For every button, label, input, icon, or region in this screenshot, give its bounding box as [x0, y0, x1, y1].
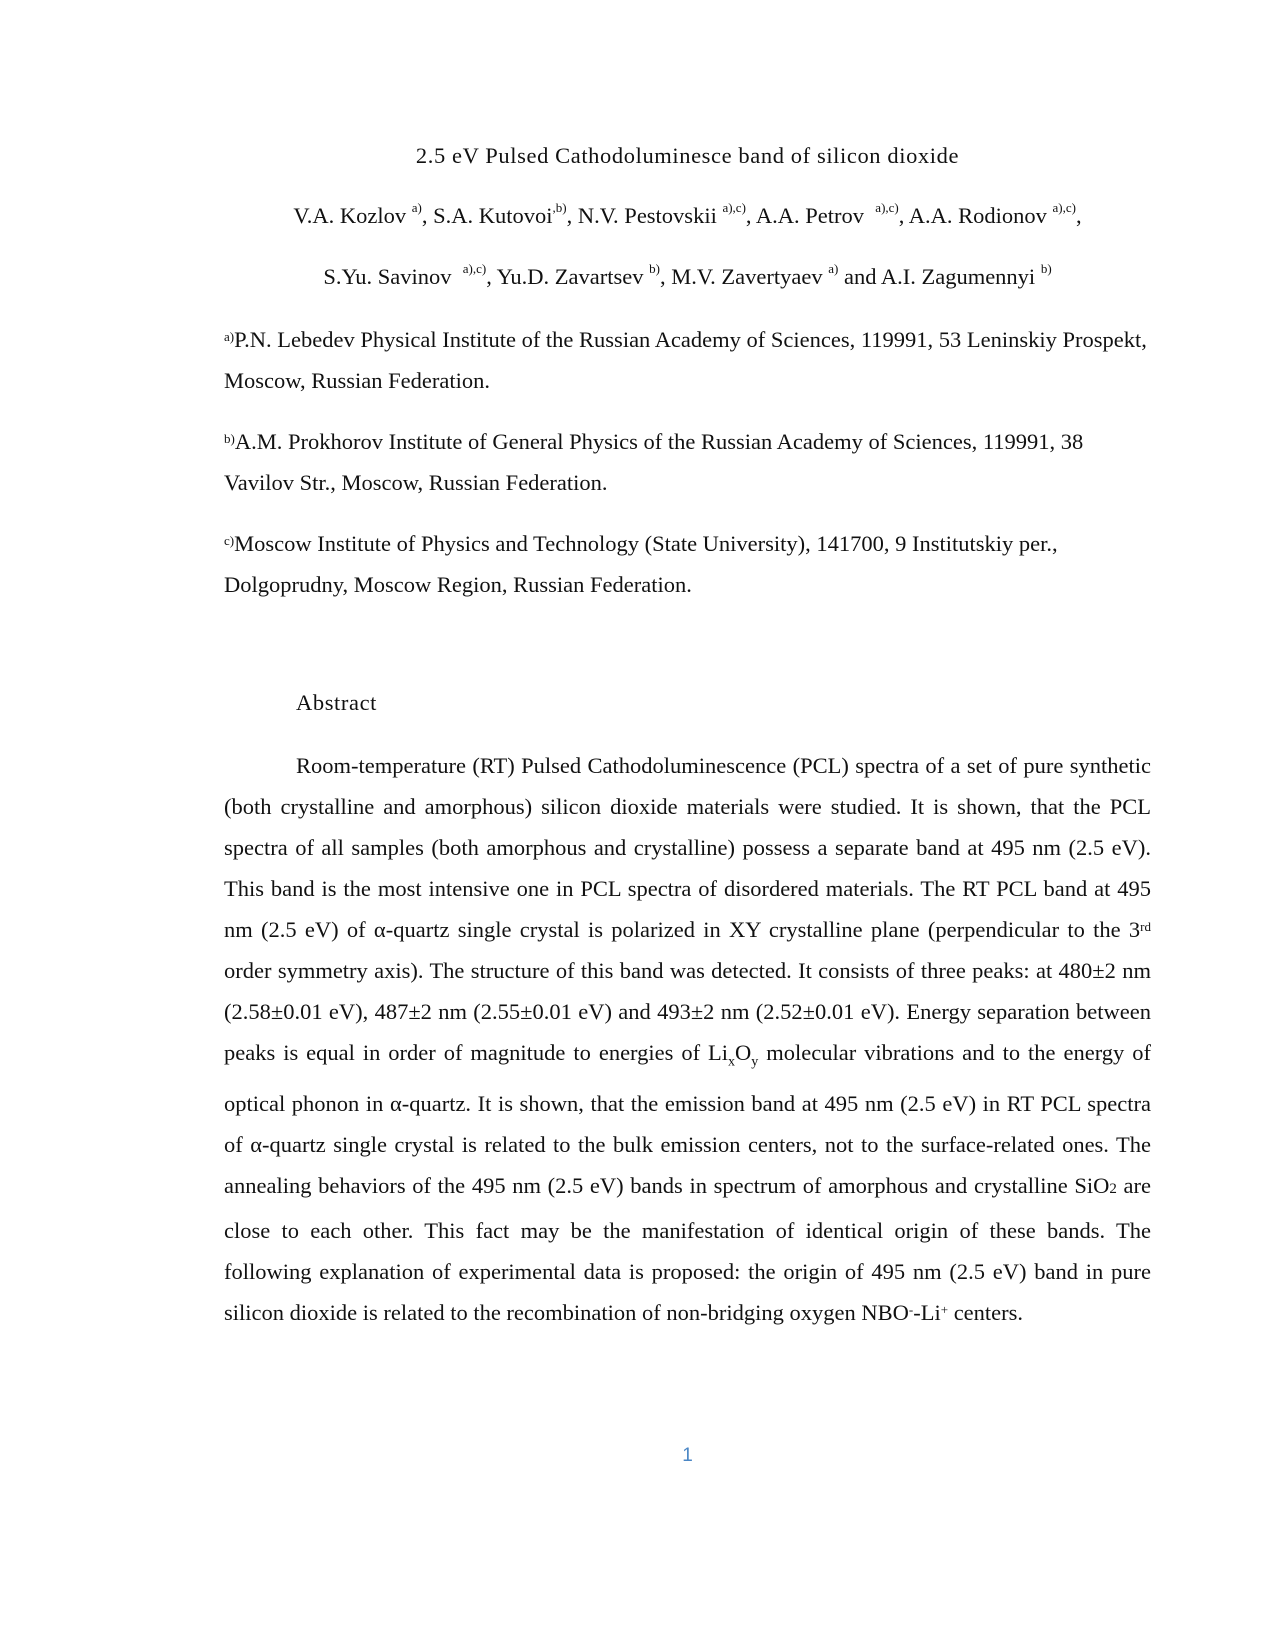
author-name: Yu.D. Zavartsev — [496, 264, 650, 289]
page-number: 1 — [682, 1445, 693, 1466]
author-separator: , — [659, 264, 672, 289]
author-separator: , — [566, 203, 578, 228]
abstract-text: centers. — [948, 1299, 1024, 1325]
author-affiliation-marker: a),c) — [722, 200, 746, 215]
author-name: M.V. Zavertyaev — [671, 264, 829, 289]
author-affiliation-marker: a) — [411, 200, 422, 215]
abstract-text: molecular vibrations and to the energy of optical phonon in α-quartz. It is shown, that the emission band at 495 nm (2.5 eV) in RT PCL spectra of α-quartz single crystal is related to the bulk emission centers, not to the surface-related ones. The annealing behaviors of the 495 nm (2.5 eV) bands in spectrum of amorphous and crystalline SiO — [224, 1040, 1151, 1198]
affiliation-text: P.N. Lebedev Physical Institute of the Russian Academy of Sciences, 119991, 53 Leninskiy Prospekt, Moscow, Russian Federation. — [224, 327, 1147, 393]
author-separator: , — [898, 203, 909, 228]
abstract-text: -Li — [913, 1299, 941, 1325]
author-affiliation-marker: b) — [649, 261, 660, 276]
author-name: A.A. Rodionov — [908, 203, 1053, 228]
author-affiliation-marker: a),c) — [875, 200, 899, 215]
author-name: A.I. Zagumennyi — [880, 264, 1041, 289]
abstract-text: order symmetry axis). The structure of this band was detected. It consists of three peaks: at 480±2 nm (2.58±0.01 eV), 487±2 nm (2.55±0.01 eV) and 493±2 nm (2.52±0.01 eV). Energy separation between peaks is equal in order of magnitude to energies of Li — [224, 958, 1151, 1065]
author-affiliation-marker: a) — [828, 261, 839, 276]
abstract-heading: Abstract — [296, 690, 378, 715]
subscript: 2 — [1109, 1180, 1117, 1197]
affiliation-text: Moscow Institute of Physics and Technology (State University), 141700, 9 Institutskiy per., Dolgoprudny, Moscow Region, Russian Federation. — [224, 531, 1058, 597]
author-list-line-2 — [0, 261, 1275, 290]
author-name: S.A. Kutovoi — [433, 203, 553, 228]
abstract-text: are close to each other. This fact may be the manifestation of identical origin of these bands. The following explanation of experimental data is proposed: the origin of 495 nm (2.5 eV) band in pure silicon dioxide is related to the recombination of non-bridging oxygen NBO — [224, 1172, 1151, 1325]
author-separator: , — [421, 203, 434, 228]
author-name: S.Yu. Savinov — [323, 264, 463, 289]
abstract-text: O — [735, 1040, 752, 1065]
author-affiliation-marker: ,b) — [552, 200, 567, 215]
superscript: - — [908, 1301, 914, 1317]
affiliation-marker: a) — [224, 329, 235, 344]
author-separator: , — [486, 264, 497, 289]
author-affiliation-marker: a),c) — [462, 261, 487, 276]
subscript: x — [728, 1054, 736, 1070]
affiliation-a — [224, 319, 1151, 401]
affiliation-b — [224, 421, 1151, 503]
author-separator: , — [1075, 203, 1082, 228]
subscript: y — [751, 1054, 759, 1070]
affiliation-marker: c) — [224, 533, 235, 548]
author-list-line-1 — [0, 200, 1275, 229]
affiliation-marker: b) — [224, 431, 235, 446]
author-name: N.V. Pestovskii — [577, 203, 723, 228]
paper-title: 2.5 eV Pulsed Cathodoluminesce band of silicon dioxide — [415, 143, 960, 168]
author-affiliation-marker: b) — [1040, 261, 1052, 276]
abstract-text: Room-temperature (RT) Pulsed Cathodoluminescence (PCL) spectra of a set of pure synthetic (both crystalline and amorphous) silicon dioxide materials were studied. It is shown, that the PCL spectra of all samples (both amorphous and crystalline) possess a separate band at 495 nm (2.5 eV). This band is the most intensive one in PCL spectra of disordered materials. The RT PCL band at 495 nm (2.5 eV) of α-quartz single crystal is polarized in XY crystalline plane (perpendicular to the 3 — [224, 753, 1151, 942]
affiliation-text: A.M. Prokhorov Institute of General Physics of the Russian Academy of Sciences, 119991, 38 Vavilov Str., Moscow, Russian Federation. — [224, 429, 1084, 495]
affiliation-c — [224, 523, 1151, 605]
superscript: + — [940, 1301, 949, 1317]
author-affiliation-marker: a),c) — [1052, 200, 1076, 215]
superscript: rd — [1140, 919, 1151, 934]
author-name: A.A. Petrov — [755, 203, 876, 228]
author-separator: , — [745, 203, 756, 228]
abstract-body — [224, 745, 1151, 1333]
author-separator: and — [838, 264, 881, 289]
author-name: V.A. Kozlov — [293, 203, 412, 228]
